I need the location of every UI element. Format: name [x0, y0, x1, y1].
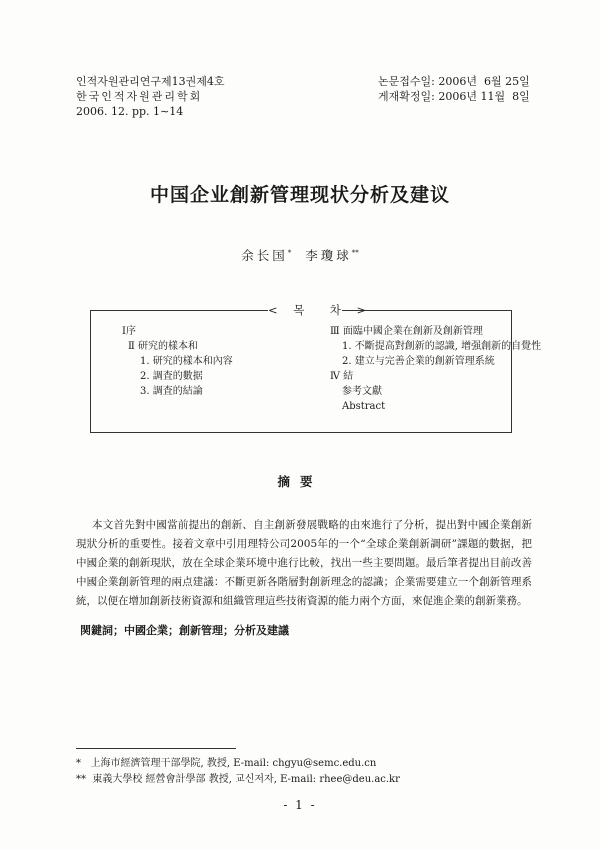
toc-item: 参考文獻 [342, 386, 382, 397]
footnote-2: ** 東義大學校 經營會計學部 教授, 교신저자, E-mail: rhee@deu.ac.kr [76, 774, 400, 785]
toc-item: 2. 調査的數据 [140, 371, 203, 382]
footnotes [76, 756, 400, 788]
abstract-heading: 摘要 [277, 474, 323, 489]
footnote-rule [76, 748, 236, 749]
toc-rule-left [90, 310, 270, 311]
accepted-date: 게재확정일: 2006년 11월 8일 [378, 90, 530, 103]
keywords: 関鍵詞；中國企業；創新管理；分析及建議 [80, 624, 289, 637]
received-date: 논문접수일: 2006년 6월 25일 [378, 75, 530, 88]
journal-info [76, 74, 225, 119]
toc-right-column [330, 324, 541, 414]
author-2: 李瓊球 [305, 248, 352, 263]
abstract-body: 本文首先對中國當前提出的創新、自主創新發展戰略的由來進行了分析，提出對中國企業創新現狀分析的重要性。接着文章中引用理特公司2005年的一个“全球企業創新調研”課題的數据，把中國企業的創新現狀，放在全球企業环境中進行比較，找出一些主要問題。最后筆者提出目前改善中國企業創新管理的兩点建議：不斷更新各階層對創新理念的認識；企業需要建立一个創新管理系統，以便在增加創新技術資源和組織管理這些技術資源的能力兩个方面，來促進企業的創新業務。 [76, 519, 532, 607]
toc-left-column [122, 324, 233, 399]
toc-item: Ⅰ序 [122, 326, 136, 337]
journal-line: 인적자원관리연구제13권제4호 [76, 75, 225, 88]
toc-item: 1. 不斷提高對創新的認識, 增强創新的自覺性 [342, 341, 542, 352]
journal-line: 2006. 12. pp. 1∼14 [76, 105, 184, 118]
toc-item: Abstract [342, 401, 386, 412]
toc-item: 1. 研究的樣本和內容 [140, 356, 233, 367]
submission-dates [378, 74, 530, 104]
toc-item: Ⅳ 結 [330, 371, 354, 382]
footnote-1: * 上海市經濟管理干部學院, 教授, E-mail: chgyu@semc.edu.cn [76, 758, 377, 769]
author-1-mark: * [287, 248, 292, 257]
authors [0, 246, 600, 264]
toc-item: Ⅲ 面臨中國企業在創新及創新管理 [330, 326, 483, 337]
toc-heading: < 목 차 > [268, 303, 373, 317]
page-number: - 1 - [283, 798, 317, 812]
author-1: 余长国 [241, 248, 288, 263]
journal-line: 한국인적자원관리학회 [76, 90, 203, 103]
toc-item: 2. 建立与完善企業的創新管理系統 [342, 356, 495, 367]
toc-item: Ⅱ 研究的樣本和 [128, 341, 198, 352]
toc-item: 3. 調査的結論 [140, 386, 203, 397]
author-2-mark: ** [351, 248, 359, 257]
paper-title: 中国企业創新管理现状分析及建议 [149, 184, 450, 206]
